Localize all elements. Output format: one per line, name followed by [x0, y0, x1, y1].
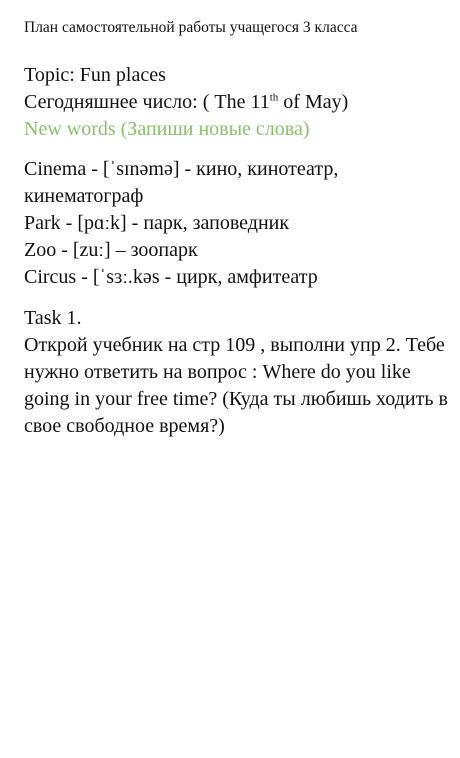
task-section [24, 305, 456, 440]
task-text: Открой учебник на стр 109 , выполни упр 2. Тебе нужно ответить на вопрос : Where do you like going in your free time? (Куда ты любишь ходить в свое свободное время?) [24, 334, 448, 437]
task-title: Task 1. [24, 307, 82, 329]
vocab-item-zoo: Zoo - [zuː] – зоопарк [24, 239, 198, 261]
vocab-item-cinema: Cinema - [ˈsɪnəmə] - кино, кинотеатр, кинематограф [24, 158, 339, 207]
vocab-item-park: Park - [pɑːk] - парк, заповедник [24, 212, 290, 234]
vocab-item-circus: Circus - [ˈsɜː.kəs - цирк, амфитеатр [24, 266, 318, 288]
date-prefix: Сегодняшнее число: ( The 11 [24, 91, 270, 113]
plan-title: План самостоятельной работы учащегося 3 класса [24, 19, 358, 36]
date-suffix: of May) [278, 91, 349, 113]
topic-line: Topic: Fun places [24, 64, 166, 86]
date-line [24, 89, 456, 116]
document [24, 18, 456, 440]
new-words-heading: New words (Запиши новые слова) [24, 118, 310, 140]
date-superscript: th [269, 91, 279, 104]
intro-section [24, 62, 456, 143]
vocabulary-list [24, 156, 456, 291]
